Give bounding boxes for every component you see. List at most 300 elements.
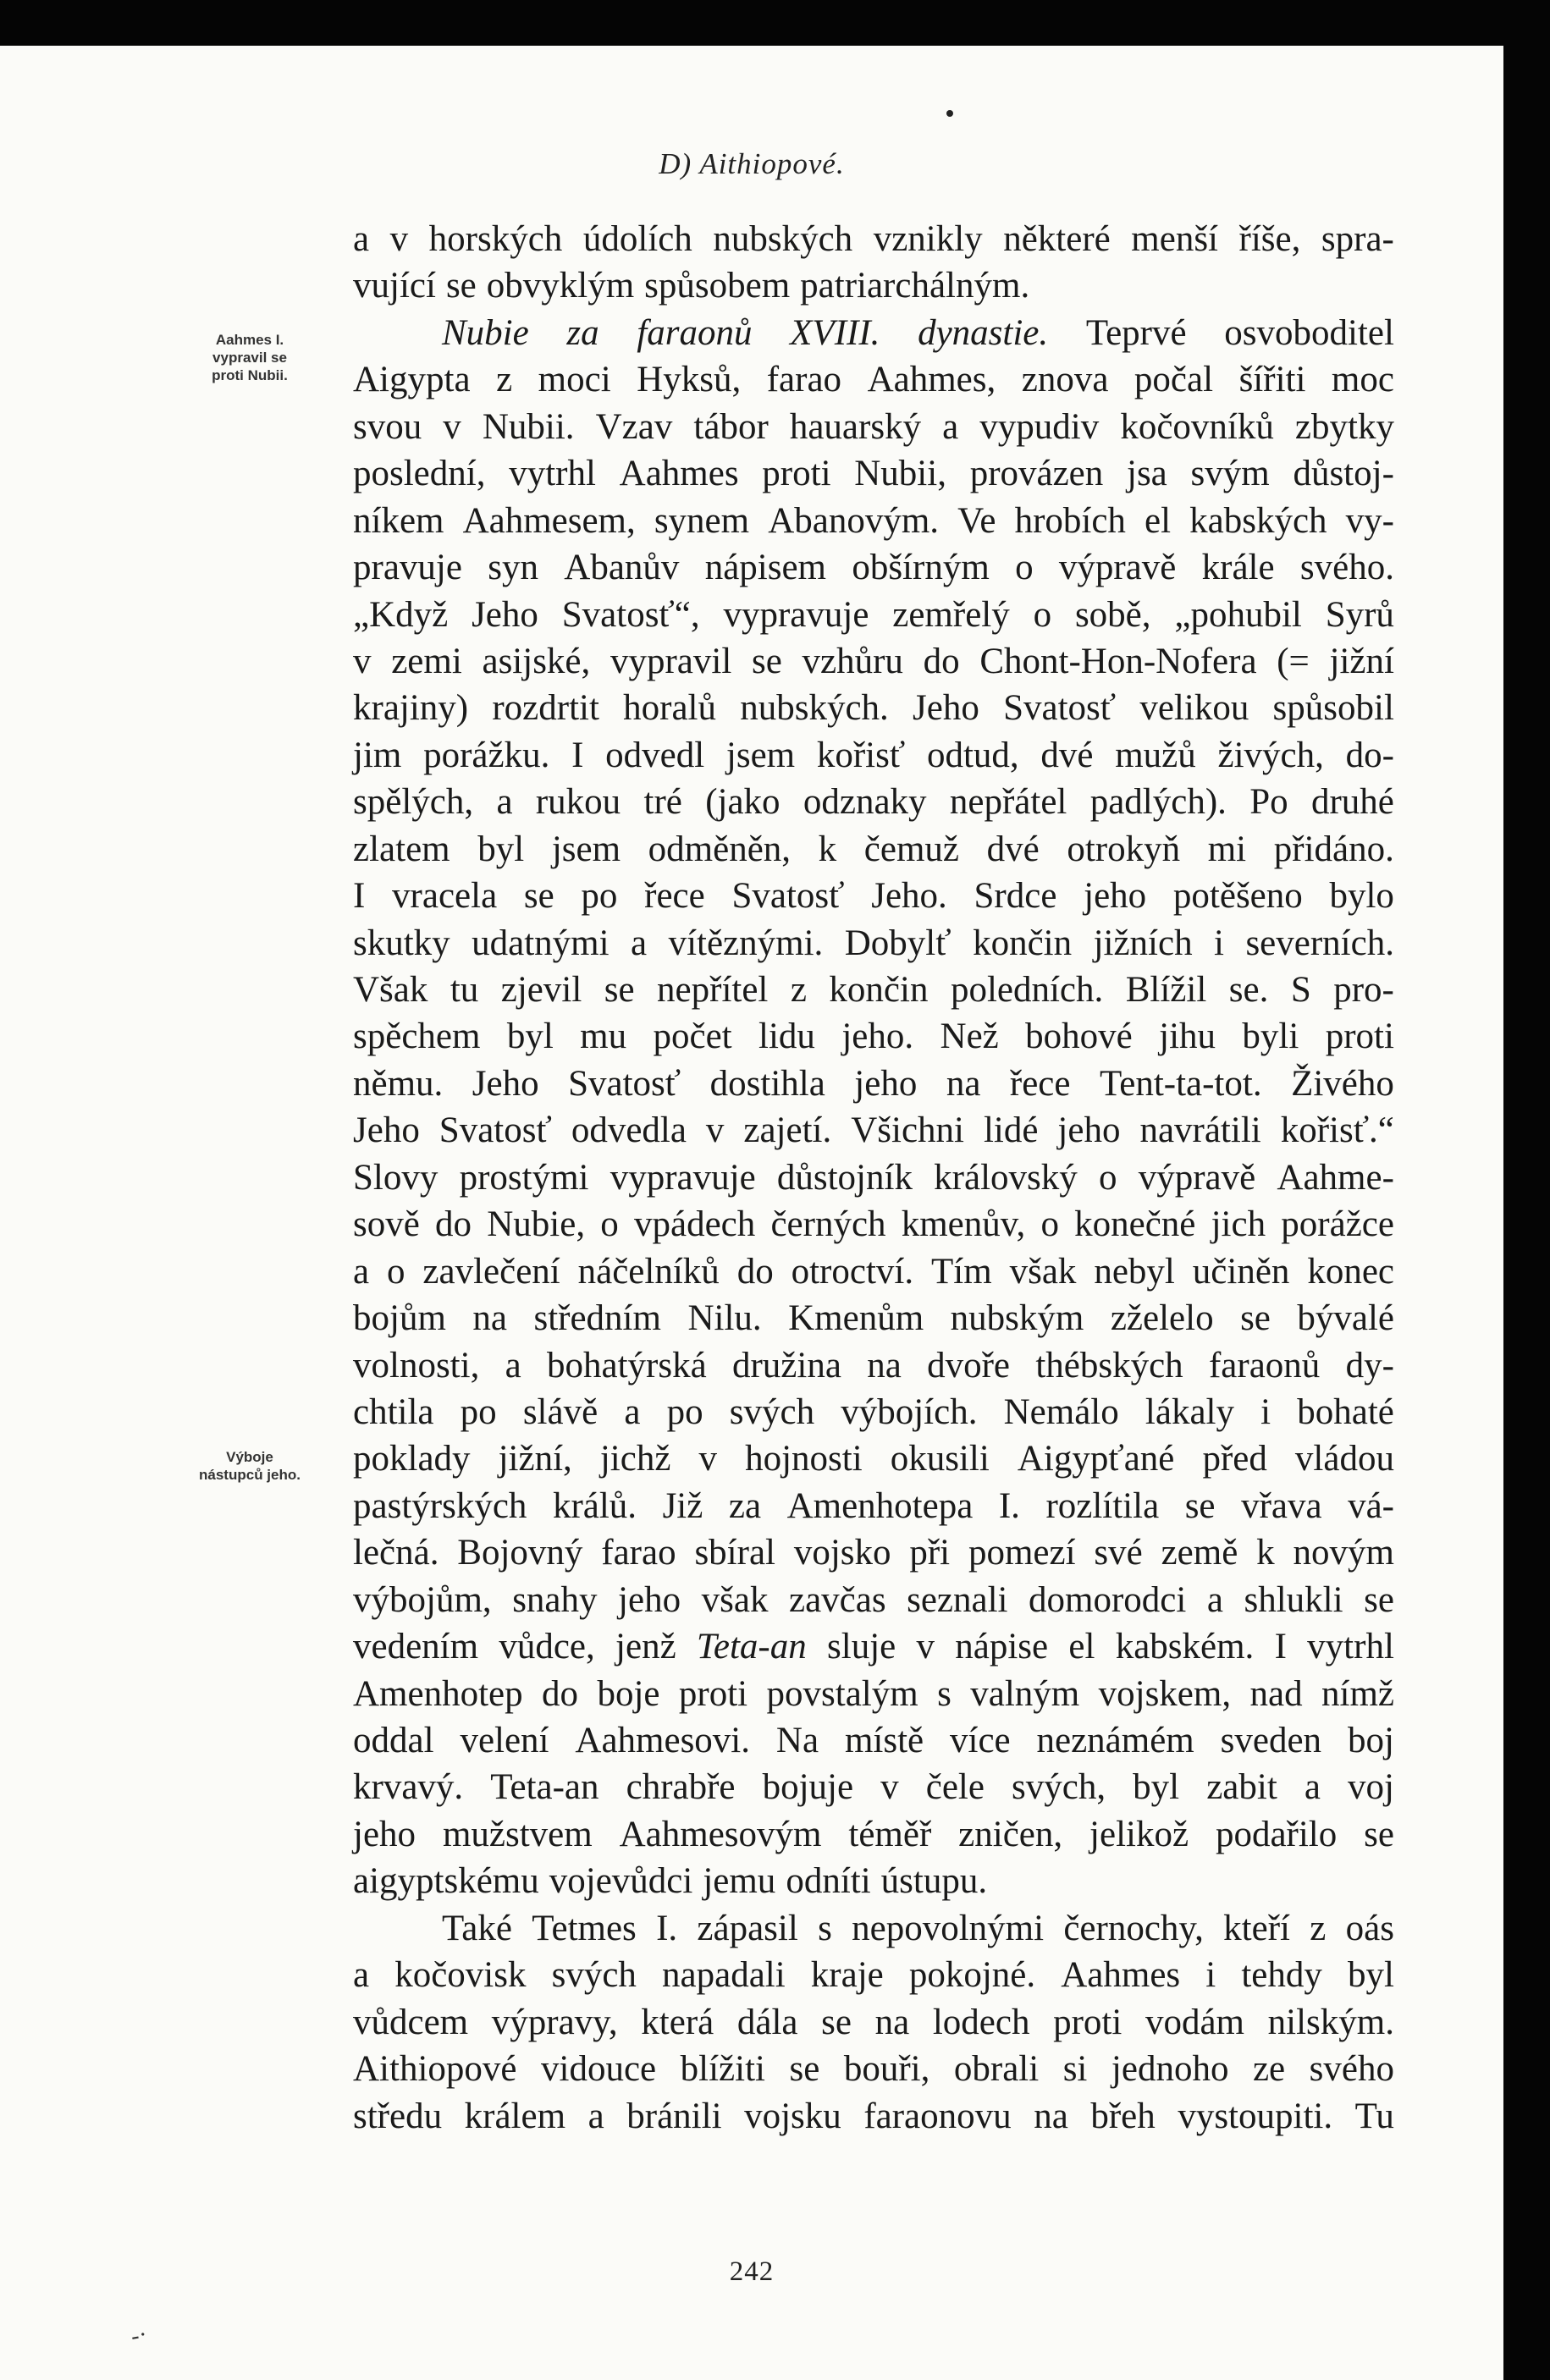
word: do [736, 1251, 774, 1292]
word: důstoj- [1293, 454, 1394, 494]
word: středním [533, 1298, 661, 1339]
word: o [600, 1204, 619, 1245]
word: nubským [950, 1298, 1084, 1339]
word: voj [1348, 1767, 1394, 1808]
text-line [353, 1389, 1394, 1435]
word: kmenův, [901, 1204, 1026, 1245]
word: jim [353, 735, 402, 775]
word: jemu [703, 1861, 776, 1902]
word: zželelo [1110, 1298, 1214, 1339]
word: snahy [512, 1579, 598, 1620]
word: dvé [986, 829, 1040, 869]
text-line [353, 1671, 1394, 1717]
word: i [1260, 1391, 1271, 1432]
word: zajetí. [743, 1110, 832, 1151]
word: svých [729, 1391, 815, 1432]
word: synem [654, 500, 750, 541]
word: vřava [1241, 1485, 1322, 1526]
word: Teta-an [696, 1627, 807, 1667]
word: zemi [391, 641, 462, 681]
word: se [1364, 1579, 1394, 1620]
word: zbytky [1294, 406, 1394, 447]
word: v [880, 1767, 899, 1808]
word: poledních. [950, 970, 1104, 1010]
word: svých, [1012, 1767, 1106, 1808]
word: farao [766, 360, 842, 400]
word: a [1304, 1767, 1321, 1808]
word: vůdcem [353, 2002, 469, 2042]
text-line [353, 262, 1394, 309]
word: Aahmes, [867, 360, 996, 400]
word: sbíral [694, 1533, 775, 1573]
word: lečná. [353, 1533, 439, 1573]
word: černochy, [1063, 1908, 1204, 1948]
word: vující [353, 266, 436, 306]
word: blížiti [680, 2049, 765, 2090]
text-line [353, 1529, 1394, 1576]
word: se [604, 970, 635, 1010]
word: rozlítila [1045, 1485, 1160, 1526]
text-line [353, 1811, 1394, 1858]
word: Svatosť [731, 876, 845, 917]
word: před [1202, 1439, 1267, 1479]
word: nápise [955, 1627, 1049, 1667]
word: za [566, 312, 599, 353]
word: tehdy [1241, 1955, 1322, 1996]
word: do [435, 1204, 472, 1245]
word: padlých). [1089, 782, 1227, 823]
word: vypravuje [723, 594, 869, 635]
word: němu. [353, 1063, 444, 1104]
word: Amenhotep [353, 1673, 523, 1714]
word: po [666, 1391, 703, 1432]
word: prostými [459, 1157, 589, 1198]
word: svých [551, 1955, 637, 1996]
word: o [1040, 1204, 1059, 1245]
word: thébských [1035, 1345, 1183, 1386]
word: dostihla [709, 1063, 825, 1104]
word: na [472, 1298, 507, 1339]
word: po [460, 1391, 497, 1432]
word: kočovisk [394, 1955, 527, 1996]
word: Blížil [1125, 970, 1207, 1010]
text-line [353, 1623, 1394, 1670]
word: proti [678, 1673, 748, 1714]
word: valným [970, 1673, 1080, 1714]
word: zničen, [958, 1814, 1063, 1854]
word: jeho [353, 1814, 416, 1854]
word: okusili [890, 1439, 990, 1479]
word: domorodci [1029, 1579, 1187, 1620]
text-line [353, 1764, 1394, 1810]
word: a [353, 1955, 370, 1996]
word: Aigypťané [1017, 1439, 1175, 1479]
word: dvé [1040, 735, 1094, 775]
text-line [353, 967, 1394, 1013]
word: o [387, 1251, 405, 1292]
word: jižní, [498, 1439, 572, 1479]
word: boj [1347, 1721, 1394, 1760]
word: spěchem [353, 1016, 481, 1057]
word: bojuje [762, 1767, 854, 1808]
word: ze [1252, 2049, 1286, 2090]
word: neznámém [1036, 1721, 1194, 1760]
word: v [916, 1627, 935, 1667]
word: a [353, 219, 370, 259]
text-line [353, 592, 1394, 638]
word: a [496, 782, 513, 823]
word: v [389, 219, 409, 259]
word: I [571, 735, 584, 775]
word: Srdce [974, 876, 1057, 917]
word: na [1034, 2096, 1068, 2136]
word: Aahmesem, [462, 500, 636, 541]
word: s [937, 1673, 952, 1714]
word: řece [644, 876, 705, 917]
word: jeho [854, 1063, 918, 1104]
text-line [353, 310, 1394, 356]
text-line [353, 826, 1394, 873]
word: počet [653, 1016, 732, 1057]
word: Tím [931, 1251, 992, 1292]
word: odvedla [571, 1110, 687, 1151]
word: do- [1345, 735, 1394, 775]
word: Aithiopové [353, 2049, 517, 2090]
stray-mark: -· [129, 2321, 150, 2350]
word: vidouce [541, 2049, 657, 2090]
text-line [353, 685, 1394, 731]
word: v [705, 1110, 725, 1151]
word: I. [998, 1485, 1020, 1526]
word: spůsobem [644, 266, 791, 306]
word: některé [1003, 219, 1111, 259]
word: hrobích [1014, 500, 1126, 541]
word: Abanův [564, 548, 680, 588]
text-line [353, 1717, 1394, 1764]
text-line [353, 498, 1394, 544]
word: spůsobil [1272, 688, 1394, 729]
word: jichž [599, 1439, 671, 1479]
word: vojsku [744, 2096, 841, 2136]
word: lodech [932, 2002, 1030, 2042]
text-line [353, 1013, 1394, 1060]
word: odměněn, [648, 829, 792, 869]
word: konečné [1074, 1204, 1196, 1245]
word: Jeho. [871, 876, 947, 917]
word: Svatosť“, [561, 594, 700, 635]
word: nebyl [1094, 1251, 1175, 1292]
word: odvedl [605, 735, 705, 775]
word: kteří [1223, 1908, 1290, 1948]
word: Aigypta [353, 360, 471, 400]
word: shlukli [1244, 1579, 1343, 1620]
word: Slovy [353, 1157, 439, 1198]
word: jižních [1093, 923, 1193, 963]
word: byl [477, 829, 525, 869]
word: velikou [1139, 688, 1249, 729]
word: nad [1249, 1673, 1303, 1714]
word: odníti [786, 1861, 871, 1902]
word: byl [506, 1016, 554, 1057]
word: syn [488, 548, 538, 588]
word: z [790, 970, 807, 1010]
text-line [353, 1342, 1394, 1389]
word: udatnými [472, 923, 610, 963]
word: břeh [1090, 2096, 1156, 2136]
text-line [353, 544, 1394, 591]
word: spělých, [353, 782, 474, 823]
word: se [445, 266, 477, 306]
word: vystoupiti. [1178, 2096, 1333, 2136]
word: živých, [1217, 735, 1324, 775]
word: při [909, 1533, 951, 1573]
word: pro- [1333, 970, 1394, 1010]
word: počal [1134, 360, 1214, 400]
word: na [946, 1063, 981, 1104]
word: jeho [618, 1579, 681, 1620]
word: čele [925, 1767, 985, 1808]
word: jenž [615, 1627, 676, 1667]
word: čemuž [863, 829, 959, 869]
word: rozdrtit [492, 688, 599, 729]
word: končin [973, 923, 1073, 963]
word: krále [1201, 548, 1275, 588]
word: Hyksů, [637, 360, 742, 400]
text-line [353, 1061, 1394, 1107]
word: vedením [353, 1627, 479, 1667]
word: zemřelý [892, 594, 1010, 635]
word: a [624, 1391, 641, 1432]
word: bohové [1025, 1016, 1133, 1057]
word: farao [601, 1533, 676, 1573]
word: výbojům, [353, 1579, 492, 1620]
word: výpravy, [491, 2002, 618, 2042]
word: jihu [1159, 1016, 1216, 1057]
book-page [0, 46, 1503, 2380]
word: výpravě [1138, 1157, 1256, 1198]
word: místě [844, 1721, 924, 1760]
word: jižní [1329, 641, 1394, 681]
word: svého. [1299, 548, 1394, 588]
text-line [353, 1435, 1394, 1482]
word: kořisť [816, 735, 906, 775]
word: I. [656, 1908, 678, 1948]
word: Ve [957, 500, 996, 541]
word: bohatýrská [547, 1345, 707, 1386]
word: vá- [1348, 1485, 1394, 1526]
word: Jeho [472, 594, 538, 635]
word: králů. [552, 1485, 637, 1526]
word: kořisť.“ [1280, 1110, 1394, 1151]
word: však [701, 1579, 769, 1620]
word: nepovolnými [852, 1908, 1045, 1948]
word: Tetmes [532, 1908, 637, 1948]
word: Syrů [1325, 594, 1394, 635]
word: na [867, 1345, 902, 1386]
word: jsa [1127, 454, 1167, 494]
word: obvyklým [486, 266, 635, 306]
word: nímž [1321, 1673, 1394, 1714]
word: hojnosti [745, 1439, 863, 1479]
word: provázen [969, 454, 1104, 494]
word: vytrhl [509, 454, 596, 494]
word: Tu [1354, 2096, 1394, 2136]
word: do [923, 641, 960, 681]
word: družina [731, 1345, 841, 1386]
word: Jeho [472, 1063, 539, 1104]
word: moc [1331, 360, 1394, 400]
word: Již [662, 1485, 703, 1526]
page-number: 242 [729, 2256, 775, 2287]
text-line [353, 779, 1394, 825]
word: a [1206, 1579, 1223, 1620]
word: Nubii. [482, 406, 575, 447]
word: s [818, 1908, 832, 1948]
word: pomezí [968, 1533, 1076, 1573]
margin-note-line: Výboje [226, 1449, 273, 1465]
word: osvoboditel [1224, 312, 1394, 353]
word: k [818, 829, 837, 869]
word: výbojích. [841, 1391, 978, 1432]
word: Teta-an [490, 1767, 599, 1808]
word: vojskem, [1098, 1673, 1232, 1714]
word: bohaté [1297, 1391, 1394, 1432]
word: Aahmes [619, 454, 739, 494]
word: do [542, 1673, 579, 1714]
word: tu [450, 970, 479, 1010]
running-head: D) Aithiopové. [659, 147, 845, 180]
word: bývalé [1297, 1298, 1394, 1339]
word: severních. [1245, 923, 1394, 963]
word: kabském. [1115, 1627, 1255, 1667]
word: potěšeno [1172, 876, 1303, 917]
word: Dobylť [844, 923, 952, 963]
word: moci [538, 360, 611, 400]
word: v [698, 1439, 717, 1479]
text-line [353, 920, 1394, 967]
word: a [505, 1345, 521, 1386]
word: nepřítel [657, 970, 769, 1010]
word: vracela [392, 876, 498, 917]
word: jsem [725, 735, 796, 775]
word: (= [1277, 641, 1310, 681]
word: bouři, [843, 2049, 930, 2090]
word: svým [1190, 454, 1270, 494]
word: konec [1307, 1251, 1394, 1292]
word: mužů [1115, 735, 1196, 775]
word: jeho [1084, 876, 1147, 917]
word: králem [464, 2096, 566, 2136]
word: porážku. [423, 735, 550, 775]
word: se [821, 2002, 852, 2042]
word: královský [934, 1157, 1078, 1198]
word: lidé [983, 1110, 1039, 1151]
word: o [1098, 1157, 1117, 1198]
word: byli [1242, 1016, 1299, 1057]
word: Aahmesovi. [575, 1721, 751, 1760]
word: vypravuje [610, 1157, 756, 1198]
text-line [353, 1483, 1394, 1529]
word: porážce [1281, 1204, 1394, 1245]
word: mužstvem [442, 1814, 593, 1854]
text-line [353, 1858, 1394, 1904]
word: patriarchálným. [800, 266, 1030, 306]
word: faraonů [637, 312, 753, 353]
word: Však [353, 970, 428, 1010]
word: otroctví. [791, 1251, 914, 1292]
word: otrokyň [1067, 829, 1181, 869]
word: napadali [662, 1955, 786, 1996]
text-line [353, 216, 1394, 262]
margin-note-aahmes [165, 331, 334, 384]
word: asijské, [482, 641, 591, 681]
word: Chont-Hon-Nofera [979, 641, 1257, 681]
word: zjevil [500, 970, 582, 1010]
word: chrabře [626, 1767, 736, 1808]
word: se [523, 876, 554, 917]
word: faraonů [1208, 1345, 1321, 1386]
word: rukou [535, 782, 621, 823]
word: končin [829, 970, 929, 1010]
word: proti [1053, 2002, 1123, 2042]
word: „pohubil [1174, 594, 1302, 635]
text-line [353, 1248, 1394, 1295]
word: vojevůdci [549, 1861, 693, 1902]
word: aigyptskému [353, 1861, 539, 1902]
word: krajiny) [353, 688, 469, 729]
word: nápisem [704, 548, 827, 588]
word: kočovníků [1120, 406, 1274, 447]
word: el [1145, 500, 1172, 541]
text-line [353, 450, 1394, 497]
word: XVIII. [790, 312, 880, 353]
word: sově [353, 1204, 420, 1245]
word: vypudiv [979, 406, 1100, 447]
text-line [353, 2046, 1394, 2092]
word: jeho. [841, 1016, 914, 1057]
word: Než [940, 1016, 999, 1057]
word: více [950, 1721, 1011, 1760]
word: el [1068, 1627, 1095, 1667]
word: vojsko [793, 1533, 891, 1573]
word: spra- [1321, 219, 1394, 259]
word: zavlečení [422, 1251, 560, 1292]
word: vládou [1294, 1439, 1394, 1479]
word: horalů [623, 688, 716, 729]
word: dvoře [927, 1345, 1011, 1386]
text-line [353, 1107, 1394, 1154]
word: Po [1249, 782, 1288, 823]
word: se [752, 641, 782, 681]
word: odznaky [803, 782, 927, 823]
word: lidu [758, 1016, 815, 1057]
word: nubských. [740, 688, 889, 729]
word: Nilu. [687, 1298, 762, 1339]
word: Teprvé [1085, 312, 1187, 353]
word: z [1310, 1908, 1327, 1948]
text-line [353, 1999, 1394, 2046]
text-line [353, 1905, 1394, 1952]
word: jednoho [1111, 2049, 1229, 2090]
word: téměř [848, 1814, 932, 1854]
word: seznali [907, 1579, 1008, 1620]
word: byl [1347, 1955, 1394, 1996]
word: a [587, 2096, 604, 2136]
word: Jeho [353, 1110, 420, 1151]
word: faraonovu [863, 2096, 1012, 2136]
word: pastýrských [353, 1485, 527, 1526]
word: v [353, 641, 372, 681]
